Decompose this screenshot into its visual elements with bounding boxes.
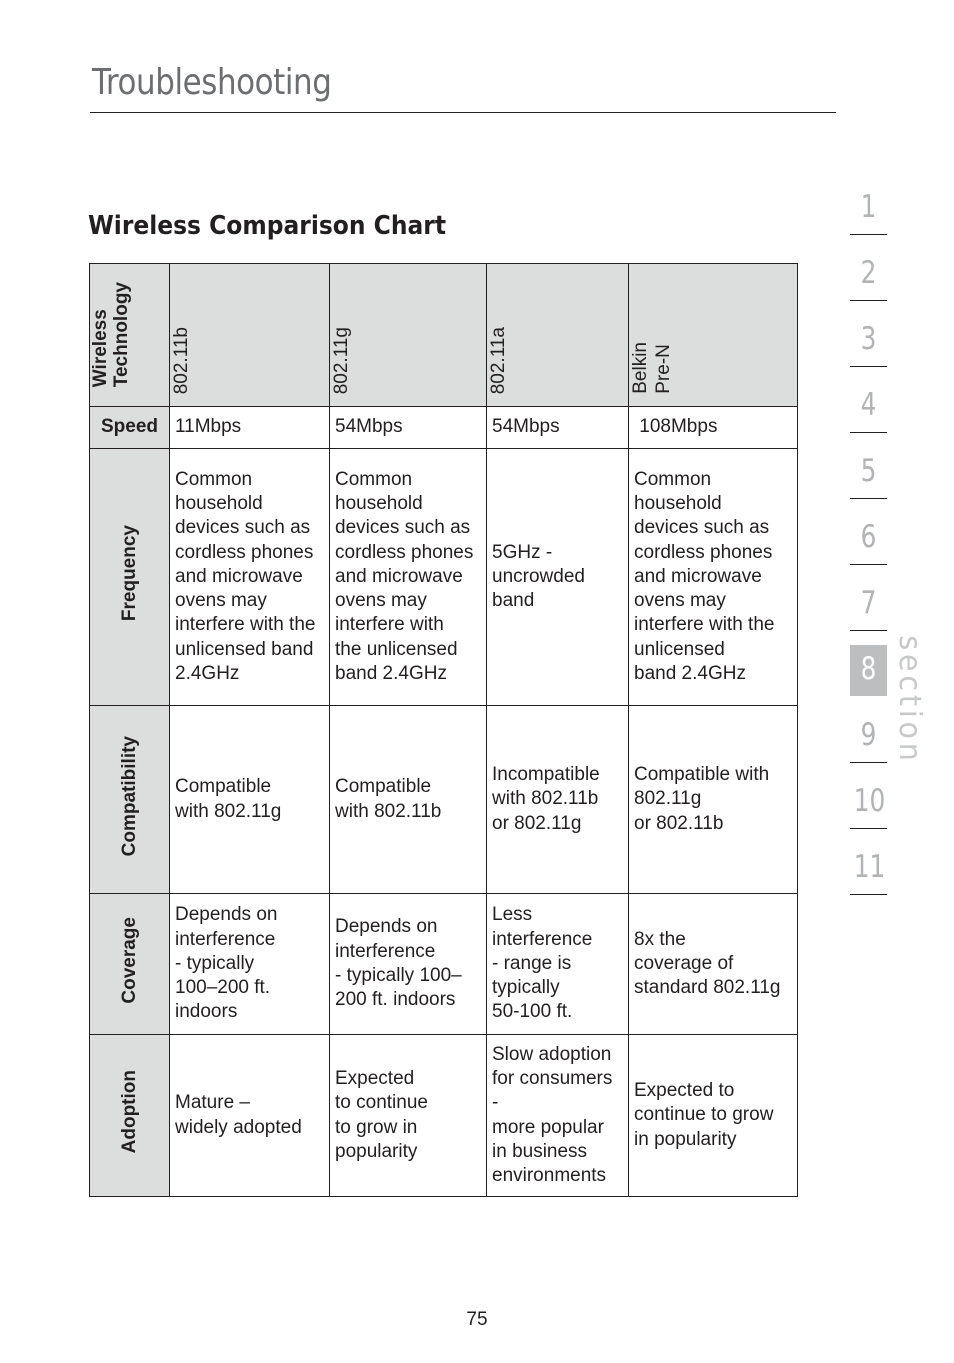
table-cell: Compatible with 802.11g [170,706,330,894]
table-cell: Slow adoption for consumers - more popular in business environments [487,1035,629,1197]
section-tab-6[interactable]: 6 [850,513,887,579]
row-label-coverage: Coverage [90,894,170,1035]
table-cell: Depends on interference - typically 100– 200 ft. indoors [330,894,487,1035]
table-row-speed [90,407,798,449]
page-title: Troubleshooting [92,62,332,103]
table-cell: 5GHz - uncrowded band [487,449,629,706]
table-cell: 54Mbps [487,407,629,449]
table-cell: Expected to continue to grow in popularity [330,1035,487,1197]
table-cell: Compatible with 802.11b [330,706,487,894]
table-cell: Less interference - range is typically 50-100 ft. [487,894,629,1035]
section-tab-11[interactable]: 11 [850,843,887,909]
column-header-802-11g: 802.11g [330,264,487,407]
table-cell: Common household devices such as cordless phones and microwave ovens may interfere with the unlicensed band 2.4GHz [170,449,330,706]
table-row-compatibility [90,706,798,894]
title-divider [90,112,836,113]
table-cell: 54Mbps [330,407,487,449]
table-row-frequency [90,449,798,706]
table-cell: 11Mbps [170,407,330,449]
table-cell: Expected to continue to grow in popularity [629,1035,798,1197]
table-cell: Incompatible with 802.11b or 802.11g [487,706,629,894]
section-nav [850,183,887,909]
wireless-comparison-table [89,263,798,1197]
section-tab-3[interactable]: 3 [850,315,887,381]
section-tab-8-active[interactable]: 8 [850,645,887,711]
page-number: 75 [466,1309,488,1330]
table-cell: 108Mbps [629,407,798,449]
table-cell: Common household devices such as cordless phones and microwave ovens may interfere with the unlicensed band 2.4GHz [330,449,487,706]
section-tab-4[interactable]: 4 [850,381,887,447]
section-label: section [892,635,927,765]
table-cell: 8x the coverage of standard 802.11g [629,894,798,1035]
section-tab-5[interactable]: 5 [850,447,887,513]
row-label-speed: Speed [90,407,170,449]
table-cell: Compatible with 802.11g or 802.11b [629,706,798,894]
table-row-technology [90,264,798,407]
table-cell: Common household devices such as cordless phones and microwave ovens may interfere with the unlicensed band 2.4GHz [629,449,798,706]
section-tab-7[interactable]: 7 [850,579,887,645]
table-cell: Depends on interference - typically 100–200 ft. indoors [170,894,330,1035]
column-header-802-11a: 802.11a [487,264,629,407]
table-row-coverage [90,894,798,1035]
section-tab-2[interactable]: 2 [850,249,887,315]
section-tab-10[interactable]: 10 [850,777,887,843]
column-header-belkin-pre-n: Belkin Pre-N [629,264,798,407]
column-header-802-11b: 802.11b [170,264,330,407]
chart-heading: Wireless Comparison Chart [88,211,447,241]
row-label-technology: Wireless Technology [90,264,170,407]
section-tab-1[interactable]: 1 [850,183,887,249]
row-label-compatibility: Compatibility [90,706,170,894]
row-label-adoption: Adoption [90,1035,170,1197]
section-tab-9[interactable]: 9 [850,711,887,777]
table-row-adoption [90,1035,798,1197]
table-cell: Mature – widely adopted [170,1035,330,1197]
row-label-frequency: Frequency [90,449,170,706]
